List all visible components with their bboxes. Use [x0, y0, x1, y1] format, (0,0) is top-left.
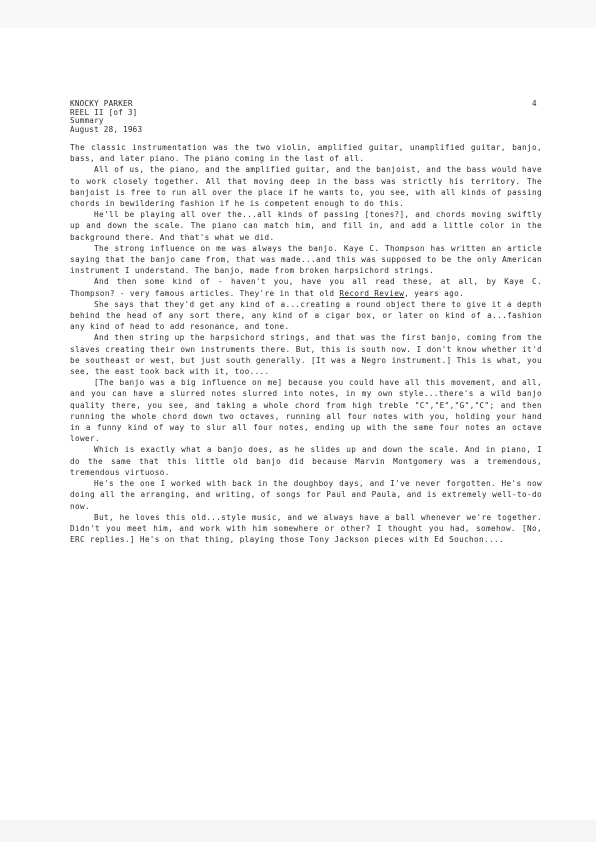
- paragraph-text: And then some kind of - haven't you, have you all read these, at all, by Kaye C. Thompson? - very famous articles. They're in that old: [70, 277, 542, 298]
- page-number: 4: [532, 99, 537, 108]
- reel-label: REEL II [of 3]: [70, 107, 138, 117]
- document-header: [70, 100, 540, 134]
- top-scan-edge: [0, 0, 596, 28]
- paragraph-text: , years ago.: [404, 288, 465, 298]
- bottom-scan-edge: [0, 820, 596, 842]
- paragraph: All of us, the piano, and the amplified guitar, and the banjoist, and the bass would have to work closely together. All that moving deep in the bass was strictly his territory. The banjoist is free to run all over the place if he wants to, you see, with all kinds of passing chords in bewildering fashion if he is competent enough to do this.: [70, 165, 542, 209]
- paragraph: The strong influence on me was always the banjo. Kaye C. Thompson has written an article saying that the banjo came from, that was made...and this was supposed to be the only American instrument I understand. The banjo, made from broken harpsichord strings.: [70, 243, 542, 276]
- interview-date: August 28, 1963: [70, 124, 143, 134]
- paragraph: But, he loves this old...style music, and we always have a ball whenever we're together. Didn't you meet him, and work with him somewhere or other? I thought you had, somehow. [No, ERC replies.] He's on that thing, playing those Tony Jackson pieces with Ed Souchon....: [70, 512, 542, 545]
- underlined-title: Record Review: [339, 288, 405, 298]
- paragraph: The classic instrumentation was the two violin, amplified guitar, unamplified guitar, banjo, bass, and later piano. The piano coming in the last of all.: [70, 143, 542, 164]
- summary-label: Summary: [70, 116, 104, 126]
- paragraph: Which is exactly what a banjo does, as he slides up and down the scale. And in piano, I do the same that this little old banjo did because Marvin Montgomery was a tremendous, tremendous virtuoso.: [70, 445, 542, 477]
- paragraph: And then string up the harpsichord strings, and that was the first banjo, coming from the slaves creating their own instruments there. But, this is south now. I don't know whether it'd be southeast or west, but just south generally. [It was a Negro instrument.] This is what, you see, the east took back with it, too....: [70, 333, 542, 377]
- transcript-body: [70, 142, 542, 545]
- paragraph: She says that they'd get any kind of a...creating a round object there to give it a depth behind the head of any sort there, any kind of a cigar box, or later on kind of a...fashion any kind of head to add resonance, and tone.: [70, 299, 542, 332]
- paragraph: He's the one I worked with back in the doughboy days, and I've never forgotten. He's now doing all the arranging, and writing, of songs for Paul and Paula, and is extremely well-to-do now.: [70, 479, 542, 511]
- paragraph: [70, 276, 542, 298]
- paragraph: [The banjo was a big influence on me] because you could have all this movement, and all, and you can have a slurred notes slurred into notes, in my own style...there's a wild banjo quality there, you see, and taking a whole chord from high treble "C","E","G","C"; and then running the whole chord down two octaves, running all four notes with you, holding your hand in a funny kind of way to slur all four notes, ending up with the same four notes an octave lower.: [70, 378, 542, 444]
- interviewee-name: KNOCKY PARKER: [70, 99, 133, 108]
- paragraph: He'll be playing all over the...all kinds of passing [tones?], and chords moving swiftly up and down the scale. The piano can match him, and fill in, and add a little color in the background there. And that's what we did.: [70, 210, 542, 242]
